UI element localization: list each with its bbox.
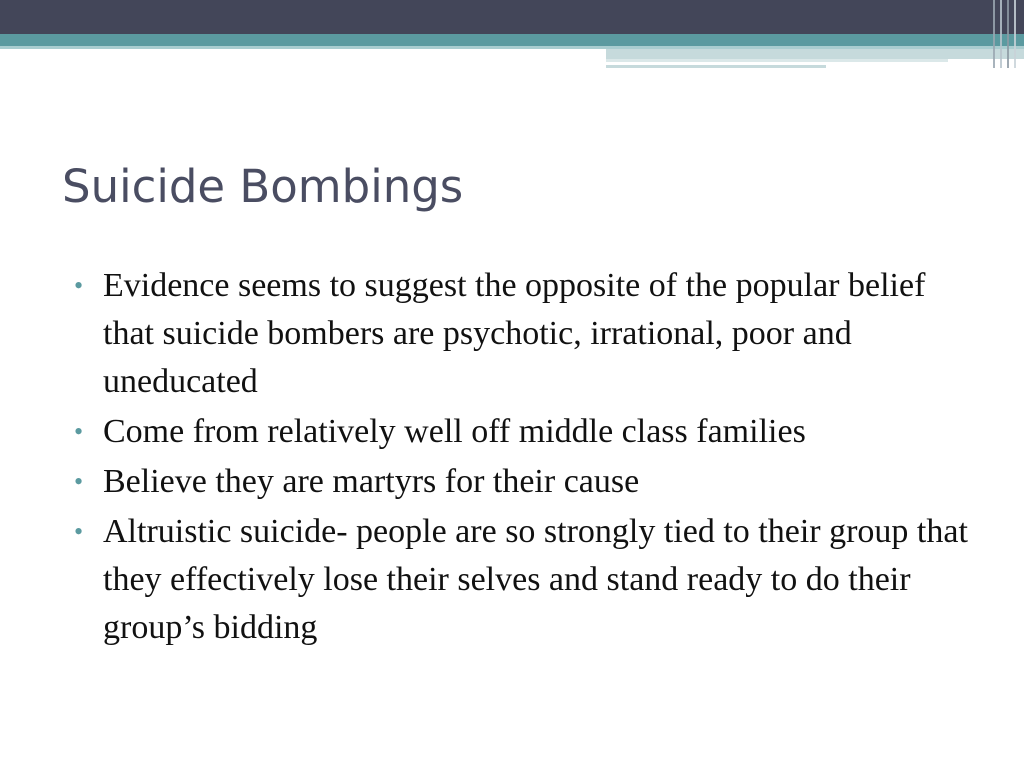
- header-dark-band: [0, 0, 1024, 34]
- bullet-icon: •: [74, 467, 84, 496]
- bullet-item: [74, 262, 974, 406]
- header-teal-band: [0, 34, 1024, 46]
- slide-title: Suicide Bombings: [62, 160, 464, 213]
- bullet-text: Believe they are martyrs for their cause: [103, 463, 640, 500]
- header-accent-line: [606, 59, 948, 62]
- bullet-item: [74, 408, 974, 456]
- bullet-icon: •: [74, 417, 84, 446]
- bullet-item: [74, 508, 974, 652]
- bullet-text: Altruistic suicide- people are so strongly tied to their group that they effectively lose their selves and stand ready to do their group’s bidding: [103, 513, 968, 646]
- header-accent-line-short: [606, 65, 826, 68]
- header-accent-strip: [606, 49, 1024, 59]
- bullet-list: [74, 262, 974, 654]
- bullet-icon: •: [74, 271, 84, 300]
- bullet-text: Evidence seems to suggest the opposite of the popular belief that suicide bombers are psychotic, irrational, poor and uneducated: [103, 267, 926, 400]
- bullet-icon: •: [74, 517, 84, 546]
- header-vertical-lines: [993, 0, 1024, 68]
- bullet-item: [74, 458, 974, 506]
- bullet-text: Come from relatively well off middle class families: [103, 413, 806, 450]
